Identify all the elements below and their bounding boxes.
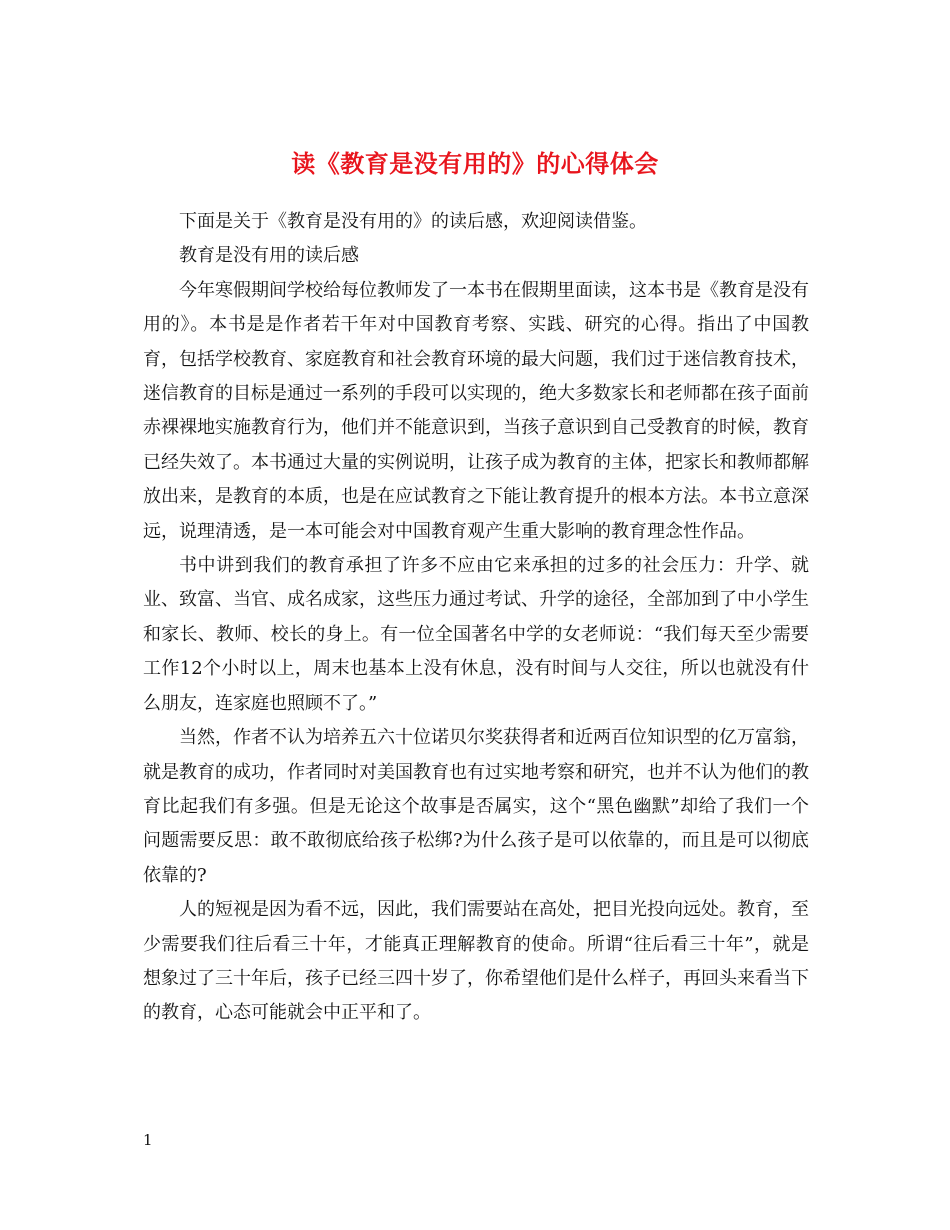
subheading-paragraph: 教育是没有用的读后感 — [179, 245, 359, 267]
body-paragraph-4: 人的短视是因为看不远，因此，我们需要站在高处，把目光投向远处。教育，至少需要我们往后看三十年，才能真正理解教育的使命。所谓“往后看三十年”，就是想象过了三十年后，孩子已经三四十岁了，你希望他们是什么样子，再回头来看当下的教育，心态可能就会中正平和了。 — [143, 899, 809, 1024]
intro-paragraph: 下面是关于《教育是没有用的》的读后感，欢迎阅读借鉴。 — [179, 211, 647, 232]
page-number: 1 — [143, 1131, 153, 1149]
body-paragraph-2: 书中讲到我们的教育承担了许多不应由它来承担的过多的社会压力：升学、就业、致富、当官、成名成家，这些压力通过考试、升学的途径，全部加到了中小学生和家长、教师、校长的身上。有一位全国著名中学的女老师说：“我们每天至少需要工作12个小时以上，周末也基本上没有休息，没有时间与人交往，所以也就没有什么朋友，连家庭也照顾不了。” — [143, 555, 809, 714]
body-paragraph-3: 当然，作者不认为培养五六十位诺贝尔奖获得者和近两百位知识型的亿万富翁，就是教育的成功，作者同时对美国教育也有过实地考察和研究，也并不认为他们的教育比起我们有多强。但是无论这个故事是否属实，这个“黑色幽默”却给了我们一个问题需要反思：敢不敢彻底给孩子松绑?为什么孩子是可以依靠的，而且是可以彻底依靠的? — [143, 727, 809, 886]
document-title: 读《教育是没有用的》的心得体会 — [291, 149, 659, 179]
document-body — [143, 205, 809, 1031]
body-paragraph-1: 今年寒假期间学校给每位教师发了一本书在假期里面读，这本书是《教育是没有用的》。本书是是作者若干年对中国教育考察、实践、研究的心得。指出了中国教育，包括学校教育、家庭教育和社会教育环境的最大问题，我们过于迷信教育技术，迷信教育的目标是通过一系列的手段可以实现的，绝大多数家长和老师都在孩子面前赤裸裸地实施教育行为，他们并不能意识到，当孩子意识到自己受教育的时候，教育已经失效了。本书通过大量的实例说明，让孩子成为教育的主体，把家长和教师都解放出来，是教育的本质，也是在应试教育之下能让教育提升的根本方法。本书立意深远，说理清透，是一本可能会对中国教育观产生重大影响的教育理念性作品。 — [143, 279, 809, 542]
